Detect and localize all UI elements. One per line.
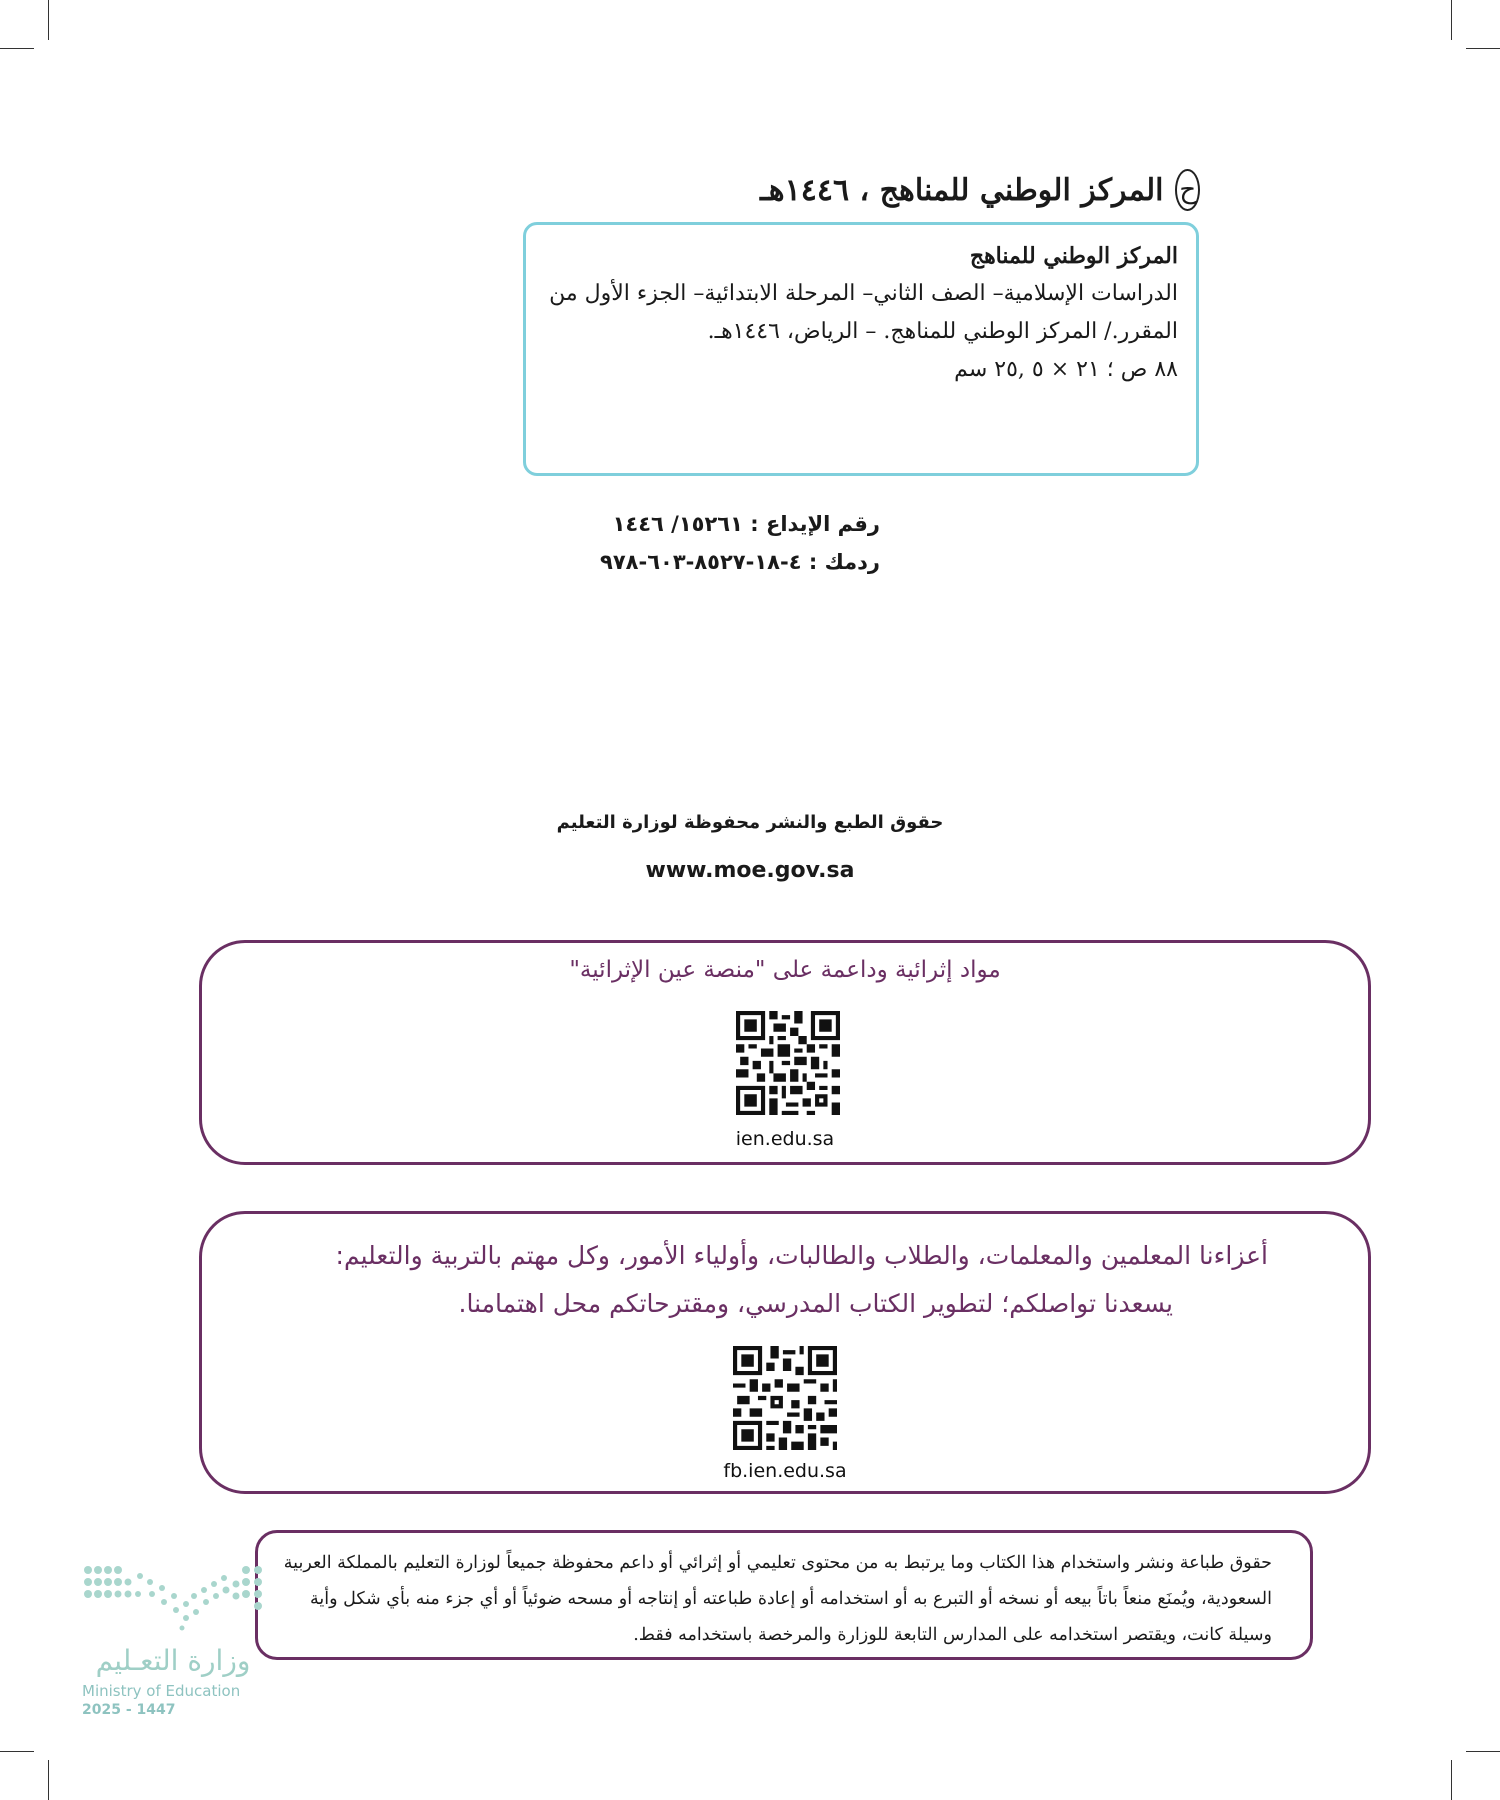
feedback-box: [199, 1211, 1371, 1494]
ien-heading: مواد إثرائية وداعمة على "منصة عين الإثرائية": [569, 957, 1001, 983]
ien-url[interactable]: ien.edu.sa: [735, 1128, 835, 1150]
catalog-line: المقرر./ المركز الوطني للمناهج. – الرياض، ١٤٤٦هـ.: [707, 319, 1178, 344]
ien-platform-box: [199, 940, 1371, 1165]
cataloging-box: [523, 222, 1199, 476]
ministry-name-english: Ministry of Education: [82, 1682, 241, 1700]
copyright-text: المركز الوطني للمناهج ، ١٤٤٦هـ: [760, 172, 1164, 208]
crop-mark: [0, 1751, 34, 1752]
catalog-line: ٨٨ ص ؛ ٢١ × ٥ ,٢٥ سم: [954, 357, 1178, 382]
catalog-line: الدراسات الإسلامية– الصف الثاني– المرحلة الابتدائية– الجزء الأول من: [549, 281, 1178, 306]
crop-mark: [1451, 1760, 1452, 1800]
copyright-line: [760, 160, 1200, 220]
legal-notice: [255, 1530, 1313, 1660]
deposit-block: [560, 505, 880, 581]
crop-mark: [0, 48, 34, 49]
crop-mark: [1451, 0, 1452, 40]
feedback-message: [282, 1232, 1268, 1328]
copyright-symbol: ح: [1175, 169, 1200, 211]
legal-line: السعودية، ويُمنَع منعاً باتاً بيعه أو نسخه أو التبرع به أو استخدامه أو إعادة طباعته أو إنتاجه أو مسحه ضوئياً أو أي جزء منه بأي شكل وأية: [309, 1589, 1272, 1609]
feedback-line: أعزاءنا المعلمين والمعلمات، والطلاب والطالبات، وأولياء الأمور، وكل مهتم بالتربية والتعليم:: [335, 1241, 1268, 1270]
feedback-line: يسعدنا تواصلكم؛ لتطوير الكتاب المدرسي، ومقترحاتكم محل اهتمامنا.: [458, 1289, 1173, 1318]
crop-mark: [1466, 1751, 1500, 1752]
qr-code-icon[interactable]: [736, 1011, 840, 1115]
crop-mark: [1466, 48, 1500, 49]
website-link[interactable]: www.moe.gov.sa: [645, 858, 855, 883]
ministry-logo: [82, 1560, 272, 1720]
catalog-title: المركز الوطني للمناهج: [969, 243, 1178, 269]
crop-mark: [48, 1760, 49, 1800]
ministry-dots-icon: [82, 1560, 272, 1642]
rights-title: حقوق الطبع والنشر محفوظة لوزارة التعليم: [556, 812, 944, 833]
qr-code-icon[interactable]: [733, 1346, 837, 1450]
feedback-url[interactable]: fb.ien.edu.sa: [723, 1460, 847, 1482]
legal-line: حقوق طباعة ونشر واستخدام هذا الكتاب وما يرتبط به من محتوى تعليمي أو إثرائي أو داعم محفوظة جميعاً لوزارة التعليم بالمملكة العربية: [283, 1553, 1272, 1573]
deposit-number: رقم الإيداع : ١٥٢٦١/ ١٤٤٦: [612, 512, 880, 536]
legal-line: وسيلة كانت، ويقتصر استخدامه على المدارس التابعة للوزارة والمرخصة باستخدامه فقط.: [633, 1625, 1272, 1645]
isbn: ردمك : ٤-١٨-٨٥٢٧-٦٠٣-٩٧٨: [600, 550, 880, 574]
crop-mark: [48, 0, 49, 40]
ministry-name-arabic: وزارة التعـليم: [95, 1644, 251, 1677]
ministry-year: 2025 - 1447: [82, 1702, 176, 1718]
